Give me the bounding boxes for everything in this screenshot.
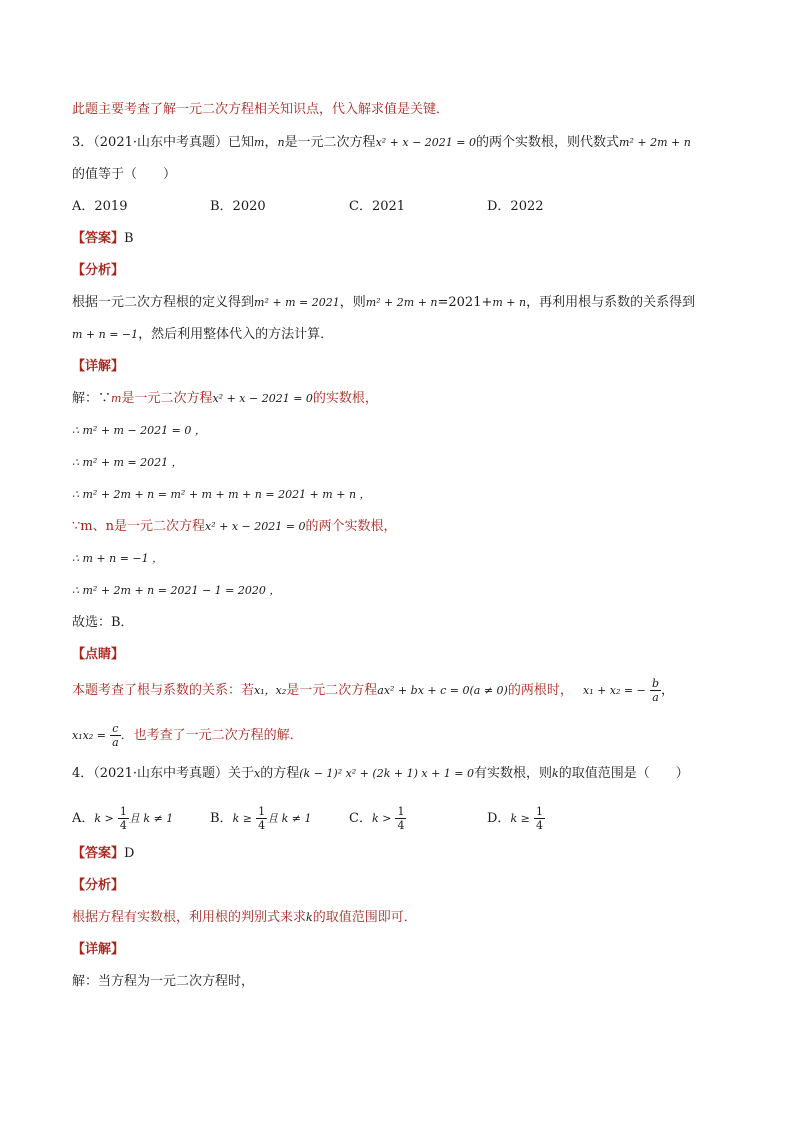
q3-analysis-text: =2021+ [437, 295, 493, 310]
detail-eq: ∴ m² + 2m + n = m² + m + m + n = 2021 + m + n ， [72, 488, 371, 501]
q3-answer [72, 229, 134, 249]
q4-mid2: 有实数根，则 [474, 766, 553, 781]
comment-eq: x₁ + x₂ = − [582, 684, 646, 697]
q3-detail-line7 [72, 581, 280, 601]
option-fraction [256, 805, 267, 832]
q3-analysis-eq2: m² + 2m + n [365, 296, 438, 309]
frac-num: 1 [535, 805, 543, 818]
frac-den: 4 [119, 819, 127, 832]
q3-expression: m² + 2m + n [619, 136, 691, 149]
detail-text: 是一元二次方程 [113, 519, 205, 534]
q4-prefix: 4．（2021·山东中考真题）关于 [72, 766, 254, 781]
q3-comment-line2 [72, 722, 303, 749]
detail-var: m [111, 392, 122, 405]
q3-detail-line5 [72, 517, 396, 537]
q3-option-d: D．2022 [487, 199, 544, 214]
q4-option-d [487, 805, 545, 832]
detail-text: 是一元二次方程 [121, 391, 213, 406]
q4-stem [72, 764, 689, 784]
comment-text: 是一元二次方程 [286, 683, 378, 698]
frac-den: a [652, 691, 659, 704]
analysis-text: 根据方程有实数根，利用根的判别式来求 [72, 910, 307, 925]
q3-analysis-eq1: m² + m = 2021 [254, 296, 340, 309]
frac-num: 1 [119, 805, 127, 818]
q3-stem-line1 [72, 133, 691, 153]
option-rel: k ≥ [232, 812, 252, 825]
analysis-var: k [306, 911, 313, 924]
q3-equation: x² + x − 2021 = 0 [375, 136, 477, 149]
detail-eq: ∴ m² + m = 2021 ， [72, 456, 183, 469]
frac-num: 1 [397, 805, 405, 818]
q4-option-c [349, 805, 406, 832]
answer-value: B [124, 231, 134, 246]
q3-analysis-label: 【分析】 [72, 263, 125, 278]
q4-equation: (k − 1)² x² + (2k + 1) x + 1 = 0 [299, 767, 474, 780]
fraction-c-over-a [110, 722, 121, 749]
q3-analysis-line1 [72, 293, 695, 313]
detail-eq: ∴ m + n = −1 ， [72, 552, 164, 565]
q4-analysis-line [72, 908, 417, 928]
answer-label: 【答案】 [72, 846, 125, 861]
q3-detail-line3 [72, 453, 183, 473]
comment-eq: ax² + bx + c = 0(a ≠ 0) [377, 684, 508, 697]
comment-text: 本题考查了根与系数的关系：若 [72, 683, 255, 698]
answer-value: D [124, 846, 135, 861]
q3-analysis-text: ，则 [339, 295, 366, 310]
q4-detail-label: 【详解】 [72, 942, 125, 957]
detail-text: 的实数根， [312, 391, 378, 406]
q4-var-x: x [254, 767, 261, 780]
frac-den: 4 [535, 819, 543, 832]
detail-eq: ∴ m² + 2m + n = 2021 − 1 = 2020 ， [72, 584, 281, 597]
option-label: C． [349, 811, 372, 826]
option-rel: k > [371, 812, 392, 825]
detail-eq: x² + x − 2021 = 0 [205, 520, 306, 533]
frac-den: 4 [397, 819, 405, 832]
q3-mid2: 的两个实数根，则代数式 [476, 135, 620, 150]
q3-detail-line6 [72, 549, 163, 569]
q3-analysis-text: 根据一元二次方程根的定义得到 [72, 295, 255, 310]
option-fraction [534, 805, 545, 832]
fraction-b-over-a [650, 677, 661, 704]
option-fraction [118, 805, 129, 832]
q4-var-k: k [552, 767, 559, 780]
option-fraction [395, 805, 406, 832]
q4-answer [72, 844, 134, 864]
q3-sep: ， [264, 135, 278, 150]
option-tail: 且 k ≠ 1 [267, 812, 312, 825]
detail-eq: ∴ m² + m − 2021 = 0 ， [72, 424, 206, 437]
option-label: B． [210, 811, 233, 826]
option-rel: k ≥ [510, 812, 530, 825]
q4-detail-line1: 解：当方程为一元二次方程时， [72, 974, 255, 989]
q3-analysis-text: ，再利用根与系数的关系得到 [526, 295, 696, 310]
analysis-text: 的取值范围即可． [312, 910, 417, 925]
q3-analysis-eq3: m + n [492, 296, 527, 309]
q3-analysis-line2 [72, 325, 333, 345]
frac-num: b [652, 677, 660, 690]
comment-eq: x₁x₂ = [72, 729, 106, 742]
q4-option-a [72, 805, 173, 832]
comment-text: ， [661, 683, 675, 698]
detail-text: ∵m、n [72, 519, 114, 534]
option-tail: 且 k ≠ 1 [128, 812, 174, 825]
q3-var-n: n [277, 136, 285, 149]
q3-mid: 是一元二次方程 [284, 135, 376, 150]
q3-stem-line2: 的值等于（ ） [72, 167, 177, 182]
q3-comment-line1 [72, 677, 674, 704]
answer-label: 【答案】 [72, 231, 125, 246]
detail-eq: x² + x − 2021 = 0 [212, 392, 313, 405]
q3-prefix: 3．（2021·山东中考真题）已知 [72, 135, 254, 150]
frac-den: 4 [258, 819, 266, 832]
comment-eq: x₁，x₂ [254, 684, 287, 697]
q3-analysis-text: ，然后利用整体代入的方法计算． [138, 327, 334, 342]
q3-comment-label: 【点睛】 [72, 647, 125, 662]
intro-note: 此题主要考查了解一元二次方程相关知识点，代入解求值是关键． [72, 102, 450, 117]
q3-var-m: m [254, 136, 265, 149]
q4-option-b [210, 805, 311, 832]
option-label: A． [72, 811, 95, 826]
q4-analysis-label: 【分析】 [72, 878, 125, 893]
q3-option-a: A．2019 [72, 199, 128, 214]
q3-detail-label: 【详解】 [72, 359, 125, 374]
detail-text: 的两个实数根， [305, 519, 397, 534]
option-label: D． [487, 811, 511, 826]
detail-text: 解：∵ [72, 391, 112, 406]
comment-text: 的两根时， [507, 683, 573, 698]
option-rel: k > [94, 812, 114, 825]
frac-den: a [112, 736, 119, 749]
q3-detail-line2 [72, 421, 206, 441]
q3-detail-line8: 故选：B． [72, 615, 134, 630]
comment-text: ．也考查了一元二次方程的解． [120, 728, 303, 743]
frac-num: 1 [258, 805, 266, 818]
q3-analysis-eq4: m + n = −1 [72, 328, 139, 341]
q4-mid: 的方程 [260, 766, 300, 781]
q3-option-b: B．2020 [210, 199, 266, 214]
q4-tail: 的取值范围是（ ） [558, 766, 689, 781]
q3-detail-line1 [72, 389, 378, 409]
q3-detail-line4 [72, 485, 371, 505]
frac-num: c [110, 722, 121, 736]
q3-option-c: C．2021 [349, 199, 406, 214]
